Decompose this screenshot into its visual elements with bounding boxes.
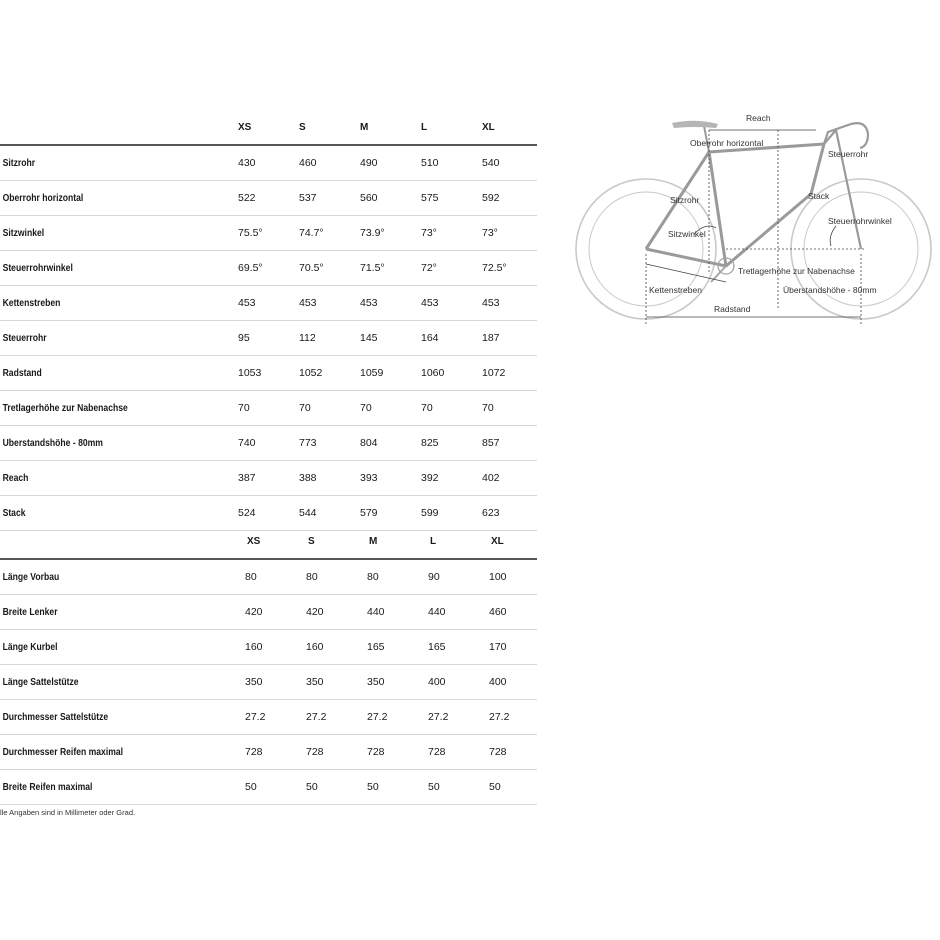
value-cell: 80 bbox=[367, 571, 379, 583]
row-label: Steuerrohr bbox=[2, 332, 47, 344]
saddle bbox=[672, 121, 718, 128]
value-cell: 350 bbox=[367, 676, 385, 688]
value-cell: 350 bbox=[306, 676, 324, 688]
value-cell: 70 bbox=[482, 402, 494, 414]
diagram-label-kettenstreben: Kettenstreben bbox=[649, 285, 702, 295]
value-cell: 453 bbox=[421, 297, 439, 309]
value-cell: 579 bbox=[360, 507, 378, 519]
value-cell: 90 bbox=[428, 571, 440, 583]
row-label: Durchmesser Sattelstütze bbox=[2, 711, 109, 723]
value-cell: 522 bbox=[238, 192, 256, 204]
value-cell: 453 bbox=[360, 297, 378, 309]
value-cell: 402 bbox=[482, 472, 500, 484]
value-cell: 420 bbox=[245, 606, 263, 618]
value-cell: 50 bbox=[306, 781, 318, 793]
diagram-label-tretlager: Tretlagerhöhe zur Nabenachse bbox=[738, 266, 855, 276]
value-cell: 165 bbox=[367, 641, 385, 653]
value-cell: 72.5° bbox=[482, 262, 507, 274]
table-row bbox=[0, 181, 537, 216]
value-cell: 392 bbox=[421, 472, 439, 484]
units-footnote: lle Angaben sind in Millimeter oder Grad. bbox=[0, 808, 136, 817]
table-row bbox=[0, 665, 537, 700]
value-cell: 1053 bbox=[238, 367, 262, 379]
row-label: Radstand bbox=[2, 367, 42, 379]
value-cell: 453 bbox=[238, 297, 256, 309]
value-cell: 490 bbox=[360, 157, 378, 169]
table-row bbox=[0, 286, 537, 321]
value-cell: 1072 bbox=[482, 367, 506, 379]
value-cell: 388 bbox=[299, 472, 317, 484]
table-row bbox=[0, 560, 537, 595]
size-header: XS bbox=[238, 121, 252, 133]
value-cell: 599 bbox=[421, 507, 439, 519]
value-cell: 50 bbox=[428, 781, 440, 793]
diagram-label-steuerrohr: Steuerrohr bbox=[828, 149, 869, 159]
value-cell: 350 bbox=[245, 676, 263, 688]
row-label: Breite Reifen maximal bbox=[2, 781, 93, 793]
size-header: M bbox=[360, 121, 369, 133]
value-cell: 575 bbox=[421, 192, 439, 204]
value-cell: 623 bbox=[482, 507, 500, 519]
value-cell: 160 bbox=[245, 641, 263, 653]
value-cell: 50 bbox=[367, 781, 379, 793]
value-cell: 1059 bbox=[360, 367, 384, 379]
size-header: XL bbox=[491, 535, 504, 547]
value-cell: 145 bbox=[360, 332, 378, 344]
value-cell: 72° bbox=[421, 262, 437, 274]
table-row bbox=[0, 146, 537, 181]
value-cell: 740 bbox=[238, 437, 256, 449]
value-cell: 460 bbox=[489, 606, 507, 618]
row-label: Breite Lenker bbox=[2, 606, 58, 618]
value-cell: 825 bbox=[421, 437, 439, 449]
value-cell: 27.2 bbox=[489, 711, 510, 723]
value-cell: 74.7° bbox=[299, 227, 324, 239]
size-header: XL bbox=[482, 121, 495, 133]
value-cell: 160 bbox=[306, 641, 324, 653]
row-label: Durchmesser Reifen maximal bbox=[2, 746, 124, 758]
value-cell: 728 bbox=[367, 746, 385, 758]
value-cell: 440 bbox=[367, 606, 385, 618]
diagram-label-steuerrohrwinkel: Steuerrohrwinkel bbox=[828, 216, 892, 226]
value-cell: 165 bbox=[428, 641, 446, 653]
value-cell: 80 bbox=[306, 571, 318, 583]
row-label: Länge Kurbel bbox=[2, 641, 58, 653]
value-cell: 728 bbox=[428, 746, 446, 758]
size-header: XS bbox=[247, 535, 261, 547]
table-row bbox=[0, 735, 537, 770]
value-cell: 393 bbox=[360, 472, 378, 484]
value-cell: 592 bbox=[482, 192, 500, 204]
diagram-label-reach: Reach bbox=[746, 113, 771, 123]
value-cell: 112 bbox=[299, 332, 316, 344]
geometry-table-body bbox=[0, 146, 537, 531]
value-cell: 50 bbox=[245, 781, 257, 793]
value-cell: 75.5° bbox=[238, 227, 263, 239]
value-cell: 71.5° bbox=[360, 262, 385, 274]
value-cell: 70 bbox=[299, 402, 311, 414]
table-row bbox=[0, 461, 537, 496]
value-cell: 73° bbox=[421, 227, 437, 239]
table-row bbox=[0, 391, 537, 426]
diagram-label-oberrohr: Oberrohr horizontal bbox=[690, 138, 764, 148]
row-label: Überstandshöhe - 80mm bbox=[2, 437, 103, 449]
row-label: Länge Vorbau bbox=[2, 571, 60, 583]
row-label: Steuerrohrwinkel bbox=[2, 262, 73, 274]
value-cell: 400 bbox=[428, 676, 446, 688]
value-cell: 804 bbox=[360, 437, 378, 449]
table-row bbox=[0, 630, 537, 665]
value-cell: 80 bbox=[245, 571, 257, 583]
value-cell: 460 bbox=[299, 157, 317, 169]
value-cell: 27.2 bbox=[306, 711, 327, 723]
value-cell: 387 bbox=[238, 472, 256, 484]
value-cell: 27.2 bbox=[367, 711, 388, 723]
value-cell: 100 bbox=[489, 571, 507, 583]
value-cell: 510 bbox=[421, 157, 439, 169]
row-label: Reach bbox=[2, 472, 29, 484]
components-table bbox=[0, 524, 537, 805]
value-cell: 170 bbox=[489, 641, 507, 653]
value-cell: 69.5° bbox=[238, 262, 263, 274]
size-header: S bbox=[299, 121, 306, 133]
table-row bbox=[0, 216, 537, 251]
table-row bbox=[0, 251, 537, 286]
value-cell: 453 bbox=[299, 297, 317, 309]
table-row bbox=[0, 595, 537, 630]
table-row bbox=[0, 426, 537, 461]
diagram-label-ueberstand: Überstandshöhe - 80mm bbox=[783, 285, 877, 295]
table-row bbox=[0, 356, 537, 391]
geometry-table bbox=[0, 110, 537, 531]
value-cell: 400 bbox=[489, 676, 507, 688]
value-cell: 70.5° bbox=[299, 262, 324, 274]
row-label: Stack bbox=[2, 507, 26, 519]
value-cell: 420 bbox=[306, 606, 324, 618]
value-cell: 857 bbox=[482, 437, 500, 449]
diagram-label-sitzwinkel: Sitzwinkel bbox=[668, 229, 706, 239]
table-row bbox=[0, 700, 537, 735]
value-cell: 73.9° bbox=[360, 227, 385, 239]
row-label: Sitzrohr bbox=[2, 157, 36, 169]
size-header: M bbox=[369, 535, 378, 547]
value-cell: 773 bbox=[299, 437, 317, 449]
value-cell: 544 bbox=[299, 507, 317, 519]
row-label: Sitzwinkel bbox=[2, 227, 45, 239]
value-cell: 1052 bbox=[299, 367, 323, 379]
value-cell: 95 bbox=[238, 332, 250, 344]
value-cell: 187 bbox=[482, 332, 500, 344]
value-cell: 27.2 bbox=[428, 711, 449, 723]
diagram-label-sitzrohr: Sitzrohr bbox=[670, 195, 700, 205]
value-cell: 537 bbox=[299, 192, 317, 204]
row-label: Kettenstreben bbox=[2, 297, 61, 309]
diagram-label-stack: Stack bbox=[808, 191, 830, 201]
value-cell: 1060 bbox=[421, 367, 445, 379]
value-cell: 440 bbox=[428, 606, 446, 618]
value-cell: 728 bbox=[245, 746, 263, 758]
table-row bbox=[0, 321, 537, 356]
value-cell: 540 bbox=[482, 157, 500, 169]
value-cell: 27.2 bbox=[245, 711, 266, 723]
value-cell: 560 bbox=[360, 192, 378, 204]
components-table-body bbox=[0, 560, 537, 805]
value-cell: 728 bbox=[306, 746, 324, 758]
diagram-label-radstand: Radstand bbox=[714, 304, 751, 314]
value-cell: 453 bbox=[482, 297, 500, 309]
geometry-header-row bbox=[0, 110, 537, 146]
value-cell: 73° bbox=[482, 227, 498, 239]
value-cell: 50 bbox=[489, 781, 501, 793]
value-cell: 164 bbox=[421, 332, 439, 344]
value-cell: 430 bbox=[238, 157, 256, 169]
bike-geometry-diagram bbox=[566, 104, 936, 324]
value-cell: 70 bbox=[360, 402, 372, 414]
size-header: L bbox=[421, 121, 428, 133]
value-cell: 70 bbox=[421, 402, 433, 414]
size-header: L bbox=[430, 535, 437, 547]
row-label: Tretlagerhöhe zur Nabenachse bbox=[2, 402, 128, 414]
components-header-row bbox=[0, 524, 537, 560]
row-label: Oberrohr horizontal bbox=[2, 192, 84, 204]
size-header: S bbox=[308, 535, 315, 547]
row-label: Länge Sattelstütze bbox=[2, 676, 79, 688]
value-cell: 524 bbox=[238, 507, 256, 519]
table-row bbox=[0, 770, 537, 805]
value-cell: 728 bbox=[489, 746, 507, 758]
value-cell: 70 bbox=[238, 402, 250, 414]
